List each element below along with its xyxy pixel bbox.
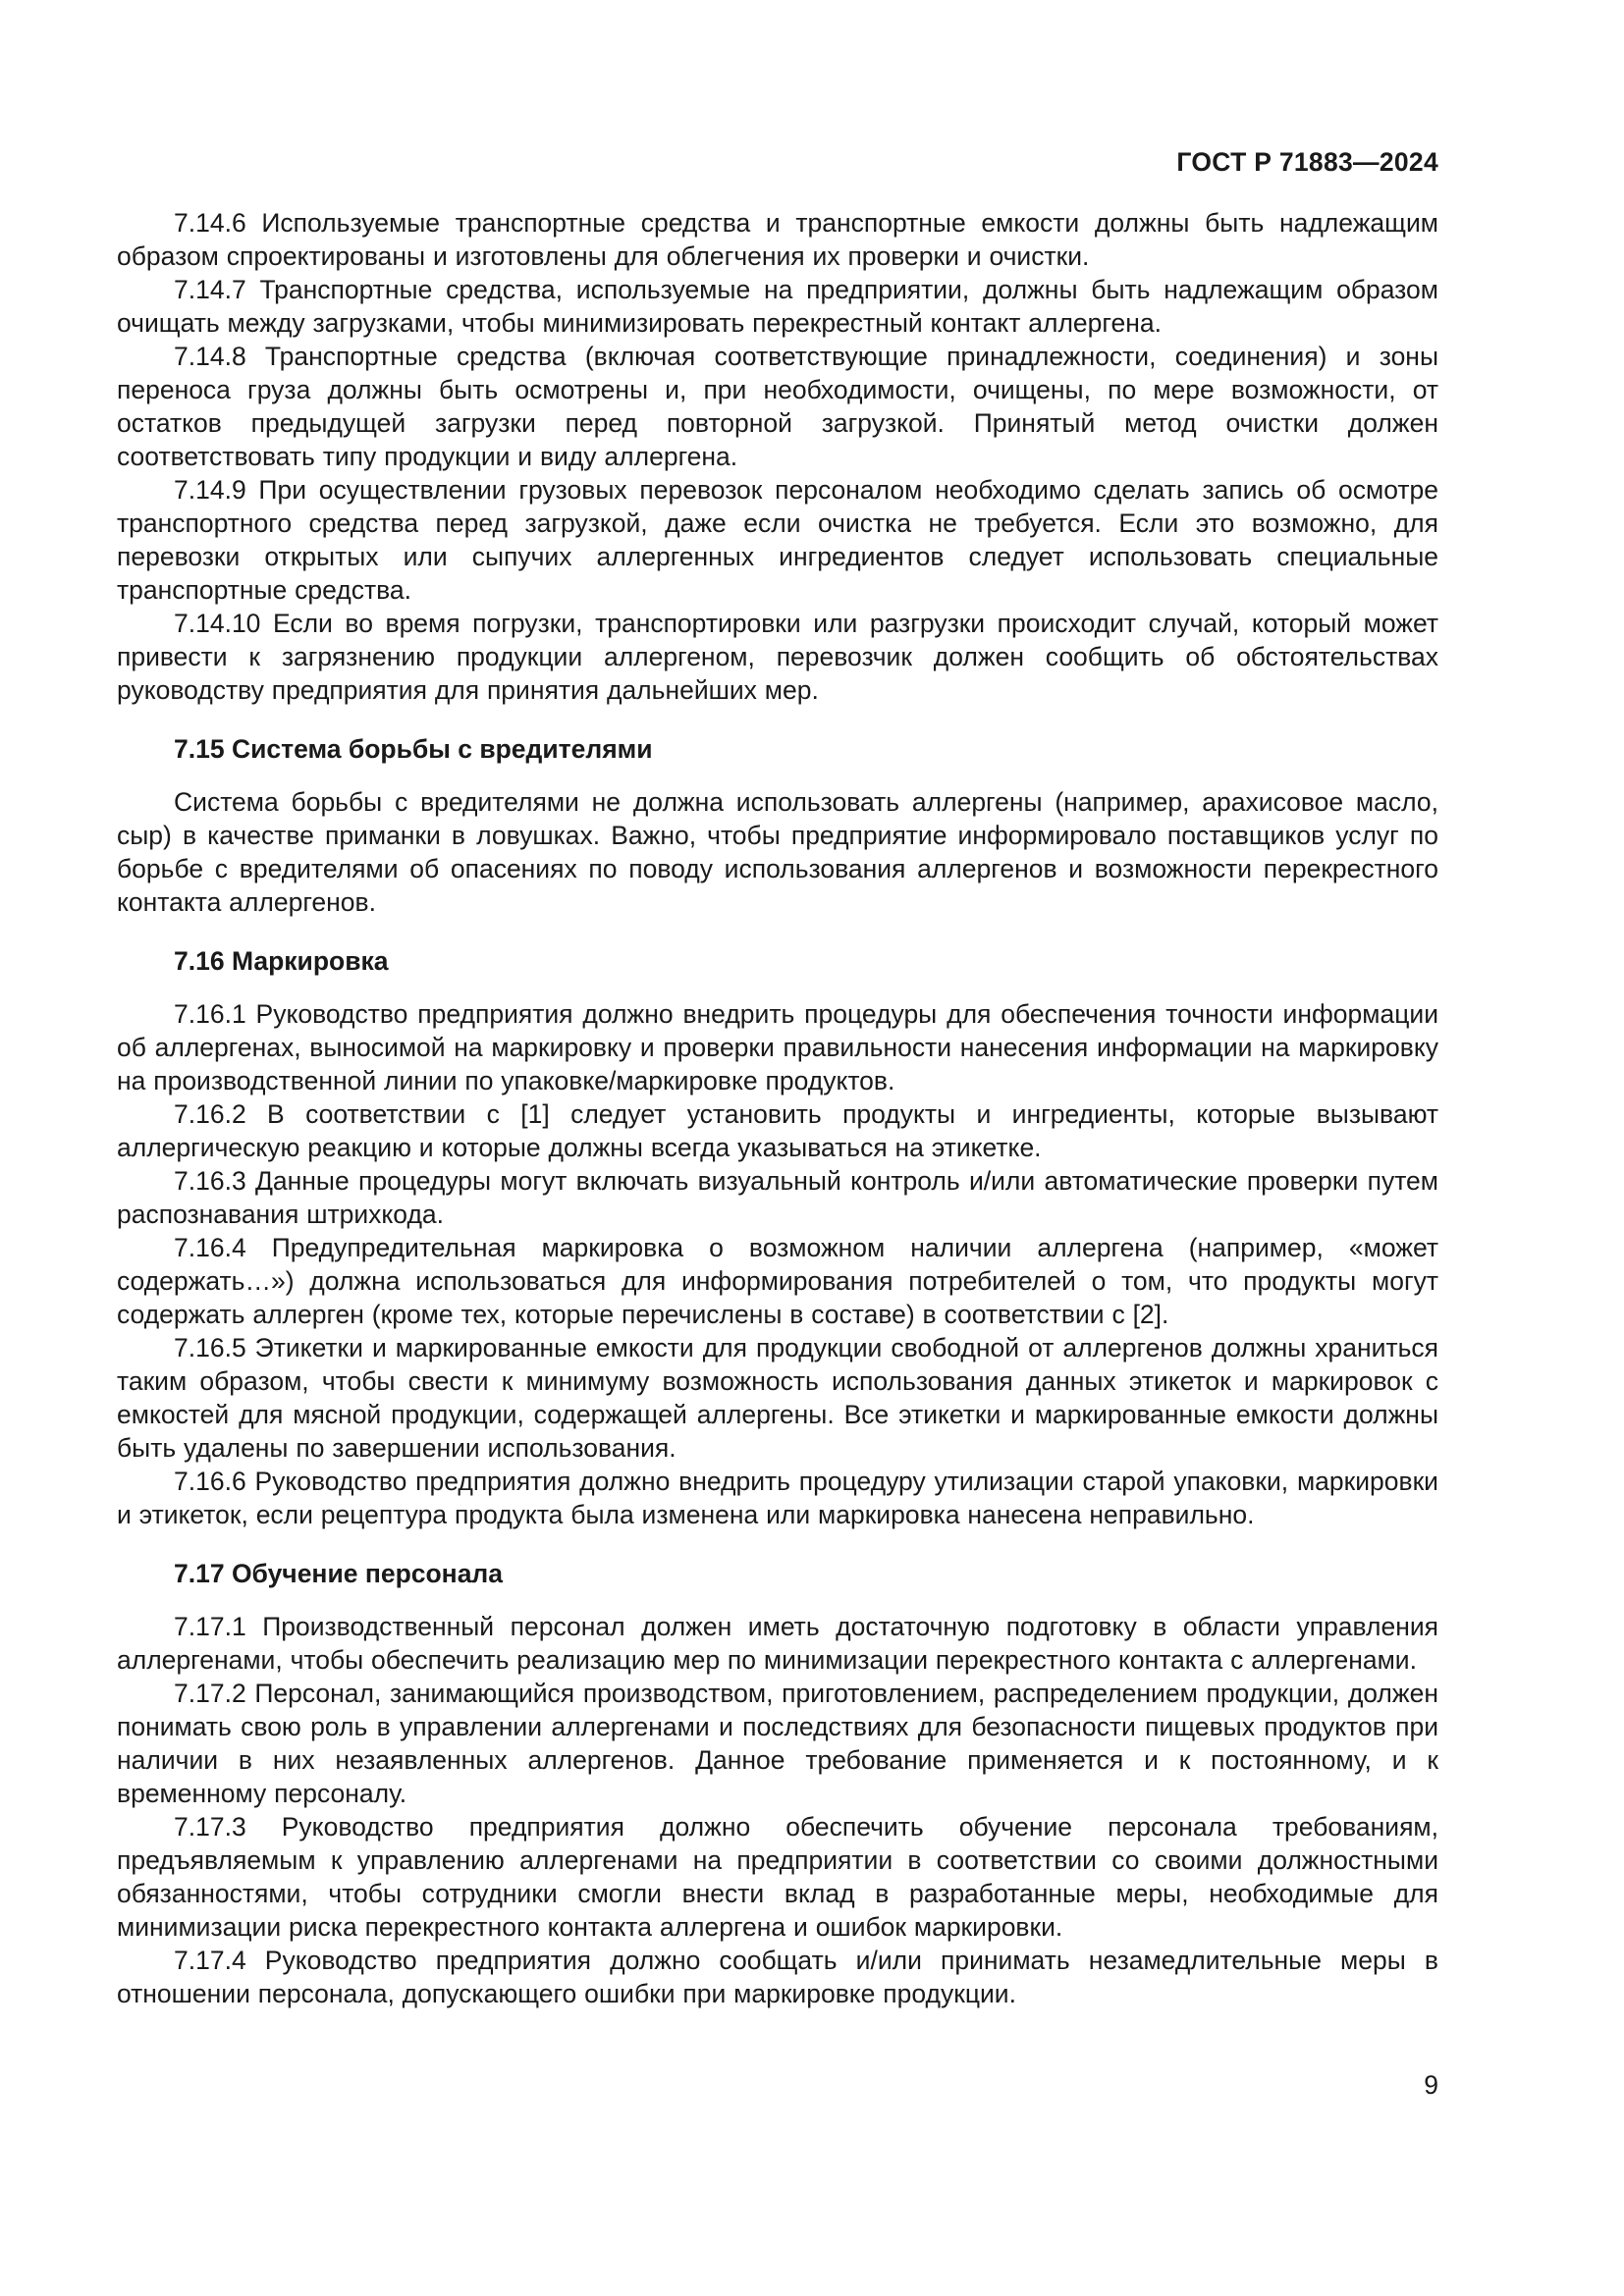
- section-heading: 7.15 Система борьбы с вредителями: [174, 734, 653, 764]
- paragraph: 7.14.6 Используемые транспортные средства и транспортные емкости должны быть надлежащим образом спроектированы и изготовлены для облегчения их проверки и очистки.: [117, 208, 1438, 271]
- paragraph: 7.16.2 В соответствии с [1] следует установить продукты и ингредиенты, которые вызывают аллергическую реакцию и которые должны всегда указываться на этикетке.: [117, 1099, 1438, 1162]
- paragraph: 7.17.2 Персонал, занимающийся производством, приготовлением, распределением продукции, должен понимать свою роль в управлении аллергенами и последствиях для безопасности пищевых продуктов при наличии в них незаявленных аллергенов. Данное требование применяется и к постоянному, и к временному персоналу.: [117, 1679, 1438, 1808]
- paragraph: 7.14.7 Транспортные средства, используемые на предприятии, должны быть надлежащим образом очищать между загрузками, чтобы минимизировать перекрестный контакт аллергена.: [117, 275, 1438, 338]
- paragraph: 7.16.6 Руководство предприятия должно внедрить процедуру утилизации старой упаковки, маркировки и этикеток, если рецептура продукта была изменена или маркировка нанесена неправильно.: [117, 1467, 1438, 1529]
- section-heading: 7.16 Маркировка: [174, 946, 389, 976]
- paragraph: 7.16.1 Руководство предприятия должно внедрить процедуры для обеспечения точности информации об аллергенах, выносимой на маркировку и проверки правильности нанесения информации на маркировку на производственной линии по упаковке/маркировке продуктов.: [117, 999, 1438, 1095]
- paragraph: 7.16.4 Предупредительная маркировка о возможном наличии аллергена (например, «может содержать…») должна использоваться для информирования потребителей о том, что продукты могут содержать аллерген (кроме тех, которые перечислены в составе) в соответствии с [2].: [117, 1233, 1438, 1329]
- paragraph: 7.16.3 Данные процедуры могут включать визуальный контроль и/или автоматические проверки путем распознавания штрихкода.: [117, 1166, 1438, 1229]
- document-body: [117, 206, 1438, 2010]
- document-header-gost-number: ГОСТ Р 71883—2024: [1176, 147, 1438, 177]
- paragraph: 7.17.3 Руководство предприятия должно обеспечить обучение персонала требованиям, предъявляемым к управлению аллергенами на предприятии в соответствии со своими должностными обязанностями, чтобы сотрудники смогли внести вклад в разработанные меры, необходимые для минимизации риска перекрестного контакта аллергена и ошибок маркировки.: [117, 1812, 1438, 1942]
- paragraph: 7.14.10 Если во время погрузки, транспортировки или разгрузки происходит случай, который может привести к загрязнению продукции аллергеном, перевозчик должен сообщить об обстоятельствах руководству предприятия для принятия дальнейших мер.: [117, 609, 1438, 705]
- paragraph: 7.17.4 Руководство предприятия должно сообщать и/или принимать незамедлительные меры в отношении персонала, допускающего ошибки при маркировке продукции.: [117, 1946, 1438, 2008]
- page-number: 9: [1424, 2070, 1438, 2100]
- paragraph: 7.17.1 Производственный персонал должен иметь достаточную подготовку в области управления аллергенами, чтобы обеспечить реализацию мер по минимизации перекрестного контакта с аллергенами.: [117, 1612, 1438, 1675]
- paragraph: 7.14.9 При осуществлении грузовых перевозок персоналом необходимо сделать запись об осмотре транспортного средства перед загрузкой, даже если очистка не требуется. Если это возможно, для перевозки открытых или сыпучих аллергенных ингредиентов следует использовать специальные транспортные средства.: [117, 475, 1438, 605]
- paragraph: 7.16.5 Этикетки и маркированные емкости для продукции свободной от аллергенов должны храниться таким образом, чтобы свести к минимуму возможность использования данных этикеток и маркировок с емкостей для мясной продукции, содержащей аллергены. Все этикетки и маркированные емкости должны быть удалены по завершении использования.: [117, 1333, 1438, 1463]
- section-heading: 7.17 Обучение персонала: [174, 1559, 504, 1588]
- paragraph: Система борьбы с вредителями не должна использовать аллергены (например, арахисовое масло, сыр) в качестве приманки в ловушках. Важно, чтобы предприятие информировало поставщиков услуг по борьбе с вредителями об опасениях по поводу использования аллергенов и возможности перекрестного контакта аллергенов.: [117, 787, 1438, 917]
- paragraph: 7.14.8 Транспортные средства (включая соответствующие принадлежности, соединения) и зоны переноса груза должны быть осмотрены и, при необходимости, очищены, по мере возможности, от остатков предыдущей загрузки перед повторной загрузкой. Принятый метод очистки должен соответствовать типу продукции и виду аллергена.: [117, 342, 1438, 471]
